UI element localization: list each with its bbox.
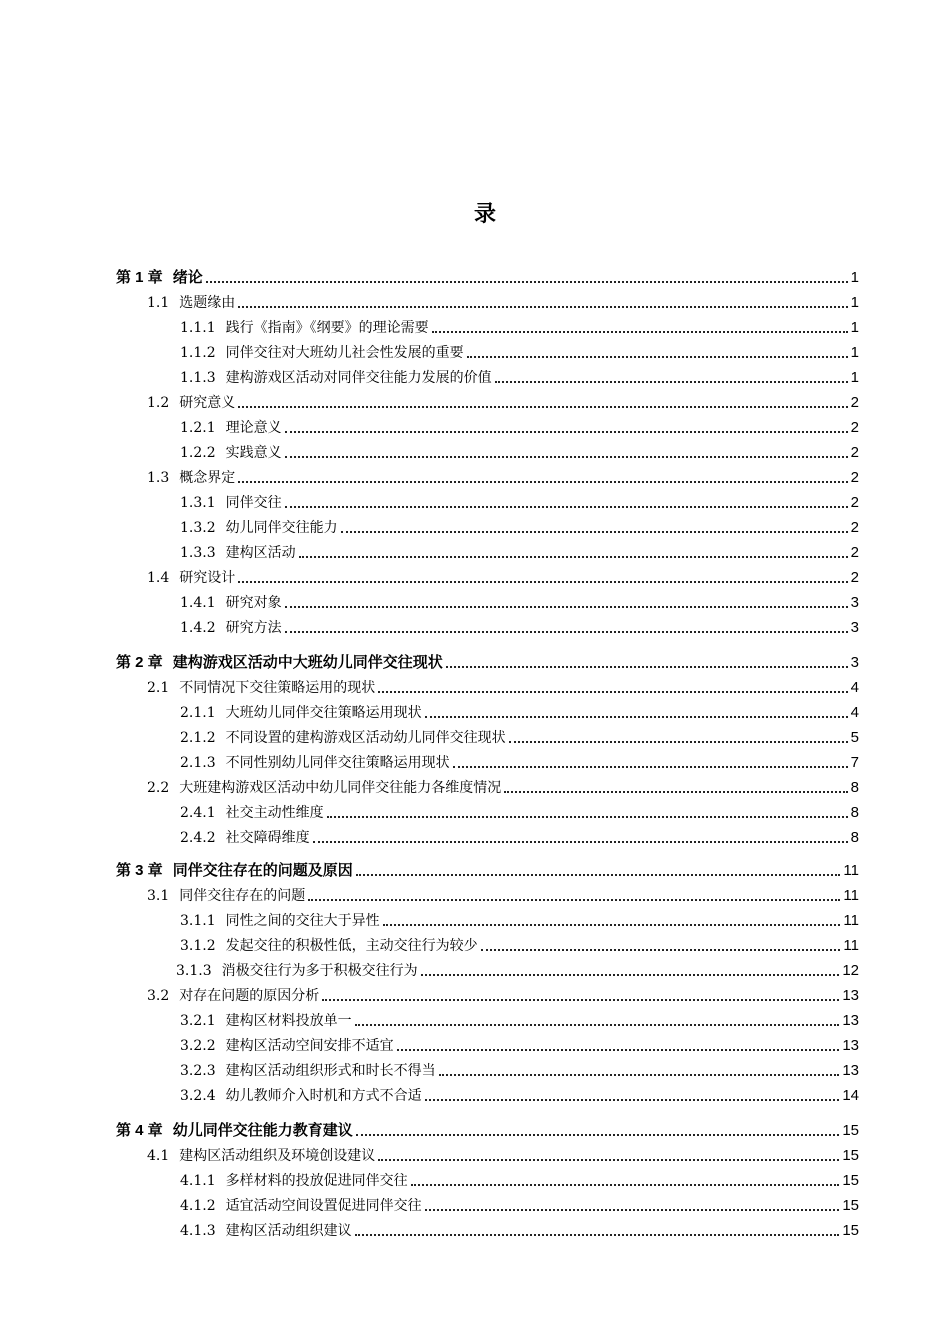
toc-entry-title: 对存在问题的原因分析 bbox=[179, 988, 320, 1004]
toc-section-entry[interactable] bbox=[180, 910, 859, 932]
toc-entry-title: 建构区活动组织及环境创设建议 bbox=[179, 1148, 376, 1164]
toc-page-number: 12 bbox=[842, 962, 859, 979]
toc-page-number: 15 bbox=[842, 1197, 859, 1214]
toc-entry-number: 3.2.1 bbox=[180, 1013, 216, 1029]
toc-section-entry[interactable] bbox=[180, 1085, 859, 1107]
toc-page-number: 15 bbox=[842, 1147, 859, 1164]
toc-page-number: 11 bbox=[843, 912, 859, 929]
dot-leader bbox=[509, 740, 848, 743]
toc-entry-number: 第 2 章 bbox=[116, 654, 163, 671]
toc-entry-title: 研究对象 bbox=[225, 595, 282, 611]
toc-page-number: 13 bbox=[842, 1062, 859, 1079]
dot-leader bbox=[411, 1183, 840, 1186]
toc-entry-number: 3.2.2 bbox=[180, 1038, 216, 1054]
toc-page-number: 2 bbox=[850, 394, 859, 411]
dot-leader bbox=[299, 555, 848, 558]
dot-leader bbox=[378, 690, 847, 693]
toc-section-entry[interactable] bbox=[180, 1010, 859, 1032]
toc-entry-title: 研究意义 bbox=[179, 395, 236, 411]
toc-page-number: 2 bbox=[850, 544, 859, 561]
toc-entry-title: 同性之间的交往大于异性 bbox=[225, 913, 380, 929]
dot-leader bbox=[467, 355, 848, 358]
toc-section-entry[interactable] bbox=[180, 442, 859, 464]
toc-page-number: 15 bbox=[842, 1222, 859, 1239]
toc-page-number: 4 bbox=[850, 679, 859, 696]
toc-page-number: 11 bbox=[843, 937, 859, 954]
toc-section-entry[interactable] bbox=[147, 467, 859, 489]
toc-entry-number: 1.3.2 bbox=[180, 520, 216, 536]
toc-section-entry[interactable] bbox=[180, 617, 859, 639]
dot-leader bbox=[421, 973, 840, 976]
toc-entry-number: 1.3.1 bbox=[180, 495, 216, 511]
toc-entry-number: 1.2.2 bbox=[180, 445, 216, 461]
toc-page-number: 1 bbox=[850, 294, 859, 311]
toc-page-number: 8 bbox=[850, 779, 859, 796]
toc-page-number: 14 bbox=[842, 1087, 859, 1104]
toc-section-entry[interactable] bbox=[147, 292, 859, 314]
toc-section-entry[interactable] bbox=[180, 492, 859, 514]
dot-leader bbox=[378, 1158, 839, 1161]
toc-entry-title: 适宜活动空间设置促进同伴交往 bbox=[225, 1198, 422, 1214]
toc-entry-title: 理论意义 bbox=[225, 420, 282, 436]
dot-leader bbox=[356, 873, 841, 876]
toc-page-number: 1 bbox=[850, 369, 859, 386]
toc-entry-number: 3.2.4 bbox=[180, 1088, 216, 1104]
toc-entry-title: 建构区材料投放单一 bbox=[225, 1013, 352, 1029]
toc-entry-number: 1.2 bbox=[147, 395, 170, 411]
toc-page-number: 2 bbox=[850, 494, 859, 511]
dot-leader bbox=[238, 305, 847, 308]
toc-entry-number: 3.1.1 bbox=[180, 913, 216, 929]
toc-section-entry[interactable] bbox=[180, 1195, 859, 1217]
dot-leader bbox=[432, 330, 848, 333]
toc-entry-title: 建构游戏区活动中大班幼儿同伴交往现状 bbox=[172, 654, 443, 671]
toc-entry-number: 4.1 bbox=[147, 1148, 170, 1164]
toc-page-number: 11 bbox=[843, 887, 859, 904]
toc-entry-number: 3.1.3 bbox=[176, 963, 212, 979]
toc-entry-number: 1.1.2 bbox=[180, 345, 216, 361]
toc-section-entry[interactable] bbox=[180, 802, 859, 824]
toc-section-entry[interactable] bbox=[176, 960, 859, 982]
dot-leader bbox=[439, 1073, 840, 1076]
dot-leader bbox=[238, 480, 847, 483]
dot-leader bbox=[425, 1208, 840, 1211]
toc-entry-number: 1.2.1 bbox=[180, 420, 216, 436]
toc-section-entry[interactable] bbox=[180, 827, 859, 849]
toc-entry-title: 不同性别幼儿同伴交往策略运用现状 bbox=[225, 755, 450, 771]
toc-section-entry[interactable] bbox=[147, 392, 859, 414]
toc-entry-number: 1.1.3 bbox=[180, 370, 216, 386]
toc-section-entry[interactable] bbox=[180, 1035, 859, 1057]
toc-entry-title: 幼儿同伴交往能力 bbox=[225, 520, 338, 536]
dot-leader bbox=[356, 1133, 840, 1136]
toc-entry-title: 幼儿教师介入时机和方式不合适 bbox=[225, 1088, 422, 1104]
toc-entry-number: 1.1 bbox=[147, 295, 170, 311]
dot-leader bbox=[238, 405, 847, 408]
toc-page-number: 13 bbox=[842, 987, 859, 1004]
dot-leader bbox=[341, 530, 848, 533]
toc-entry-number: 第 3 章 bbox=[116, 862, 163, 879]
toc-page-number: 1 bbox=[850, 319, 859, 336]
toc-page-number: 2 bbox=[850, 519, 859, 536]
dot-leader bbox=[397, 1048, 840, 1051]
dot-leader bbox=[285, 605, 848, 608]
toc-section-entry[interactable] bbox=[180, 1220, 859, 1242]
toc-section-entry[interactable] bbox=[180, 1170, 859, 1192]
toc-section-entry[interactable] bbox=[180, 342, 859, 364]
toc-entry-number: 4.1.3 bbox=[180, 1223, 216, 1239]
toc-entry-title: 同伴交往存在的问题及原因 bbox=[172, 862, 353, 879]
toc-page-number: 3 bbox=[850, 594, 859, 611]
toc-page-number: 5 bbox=[850, 729, 859, 746]
toc-page-number: 2 bbox=[850, 419, 859, 436]
dot-leader bbox=[355, 1233, 840, 1236]
toc-entry-number: 1.4.2 bbox=[180, 620, 216, 636]
toc-page-number: 3 bbox=[850, 619, 859, 636]
toc-section-entry[interactable] bbox=[147, 677, 859, 699]
toc-entry-title: 践行《指南》《纲要》的理论需要 bbox=[225, 320, 429, 336]
toc-entry-title: 建构区活动空间安排不适宜 bbox=[225, 1038, 394, 1054]
dot-leader bbox=[285, 630, 848, 633]
dot-leader bbox=[285, 455, 848, 458]
toc-section-entry[interactable] bbox=[180, 367, 859, 389]
toc-entry-title: 社交主动性维度 bbox=[225, 805, 324, 821]
toc-page-number: 11 bbox=[843, 862, 859, 879]
toc-entry-number: 3.2 bbox=[147, 988, 170, 1004]
dot-leader bbox=[425, 1098, 840, 1101]
toc-entry-title: 同伴交往对大班幼儿社会性发展的重要 bbox=[225, 345, 464, 361]
toc-section-entry[interactable] bbox=[180, 702, 859, 724]
dot-leader bbox=[453, 765, 848, 768]
toc-chapter-entry[interactable] bbox=[116, 652, 859, 674]
toc-entry-title: 社交障碍维度 bbox=[225, 830, 310, 846]
dot-leader bbox=[446, 665, 848, 668]
toc-entry-number: 3.2.3 bbox=[180, 1063, 216, 1079]
dot-leader bbox=[383, 923, 841, 926]
toc-entry-number: 3.1 bbox=[147, 888, 170, 904]
dot-leader bbox=[504, 790, 847, 793]
toc-entry-title: 同伴交往 bbox=[225, 495, 282, 511]
toc-page-number: 13 bbox=[842, 1012, 859, 1029]
toc-entry-title: 研究方法 bbox=[225, 620, 282, 636]
dot-leader bbox=[322, 998, 839, 1001]
toc-page-number: 2 bbox=[850, 444, 859, 461]
toc-chapter-entry[interactable] bbox=[116, 267, 859, 289]
dot-leader bbox=[495, 380, 848, 383]
toc-entry-title: 大班幼儿同伴交往策略运用现状 bbox=[225, 705, 422, 721]
toc-entry-title: 建构区活动 bbox=[225, 545, 296, 561]
toc-entry-number: 2.4.1 bbox=[180, 805, 216, 821]
toc-entry-title: 建构区活动组织形式和时长不得当 bbox=[225, 1063, 436, 1079]
dot-leader bbox=[425, 715, 848, 718]
dot-leader bbox=[327, 815, 848, 818]
toc-section-entry[interactable] bbox=[180, 1060, 859, 1082]
toc-entry-number: 4.1.2 bbox=[180, 1198, 216, 1214]
toc-section-entry[interactable] bbox=[180, 727, 859, 749]
toc-entry-title: 大班建构游戏区活动中幼儿同伴交往能力各维度情况 bbox=[179, 780, 502, 796]
toc-entry-title: 研究设计 bbox=[179, 570, 236, 586]
toc-page-number: 1 bbox=[850, 344, 859, 361]
dot-leader bbox=[313, 840, 848, 843]
toc-entry-title: 选题缘由 bbox=[179, 295, 236, 311]
toc-page-number: 13 bbox=[842, 1037, 859, 1054]
toc-entry-number: 3.1.2 bbox=[180, 938, 216, 954]
toc-entry-number: 1.3.3 bbox=[180, 545, 216, 561]
toc-entry-title: 同伴交往存在的问题 bbox=[179, 888, 306, 904]
toc-entry-number: 1.3 bbox=[147, 470, 170, 486]
toc-page-number: 8 bbox=[850, 829, 859, 846]
toc-page-number: 4 bbox=[850, 704, 859, 721]
toc-section-entry[interactable] bbox=[147, 985, 859, 1007]
toc-entry-number: 2.2 bbox=[147, 780, 170, 796]
toc-entry-number: 4.1.1 bbox=[180, 1173, 216, 1189]
toc-section-entry[interactable] bbox=[147, 885, 859, 907]
dot-leader bbox=[308, 898, 840, 901]
dot-leader bbox=[355, 1023, 840, 1026]
toc-entry-title: 建构游戏区活动对同伴交往能力发展的价值 bbox=[225, 370, 492, 386]
dot-leader bbox=[481, 948, 841, 951]
toc-page-number: 2 bbox=[850, 469, 859, 486]
dot-leader bbox=[285, 430, 848, 433]
toc-entry-title: 多样材料的投放促进同伴交往 bbox=[225, 1173, 408, 1189]
toc-entry-number: 1.1.1 bbox=[180, 320, 216, 336]
toc-section-entry[interactable] bbox=[147, 567, 859, 589]
toc-page-number: 1 bbox=[850, 269, 859, 286]
toc-entry-title: 不同设置的建构游戏区活动幼儿同伴交往现状 bbox=[225, 730, 506, 746]
toc-page-number: 15 bbox=[842, 1172, 859, 1189]
toc-section-entry[interactable] bbox=[180, 317, 859, 339]
toc-entry-title: 发起交往的积极性低，主动交往行为较少 bbox=[225, 938, 478, 954]
toc-section-entry[interactable] bbox=[180, 417, 859, 439]
toc-section-entry[interactable] bbox=[147, 777, 859, 799]
toc-page-number: 15 bbox=[842, 1122, 859, 1139]
toc-entry-title: 建构区活动组织建议 bbox=[225, 1223, 352, 1239]
toc-entry-number: 第 4 章 bbox=[116, 1122, 163, 1139]
toc-entry-number: 1.4 bbox=[147, 570, 170, 586]
dot-leader bbox=[206, 280, 848, 283]
toc-entry-title: 不同情况下交往策略运用的现状 bbox=[179, 680, 376, 696]
toc-entry-title: 绪论 bbox=[172, 269, 203, 286]
toc-section-entry[interactable] bbox=[180, 517, 859, 539]
toc-heading: 录 bbox=[473, 202, 496, 227]
toc-entry-title: 实践意义 bbox=[225, 445, 282, 461]
toc-page-number: 3 bbox=[850, 654, 859, 671]
toc-section-entry[interactable] bbox=[180, 935, 859, 957]
toc-chapter-entry[interactable] bbox=[116, 1120, 859, 1142]
toc-section-entry[interactable] bbox=[180, 542, 859, 564]
toc-section-entry[interactable] bbox=[180, 752, 859, 774]
toc-entry-number: 1.4.1 bbox=[180, 595, 216, 611]
toc-page-number: 7 bbox=[850, 754, 859, 771]
toc-entry-number: 2.1 bbox=[147, 680, 170, 696]
toc-page-number: 8 bbox=[850, 804, 859, 821]
toc-page-number: 2 bbox=[850, 569, 859, 586]
dot-leader bbox=[285, 505, 848, 508]
toc-entry-number: 2.1.3 bbox=[180, 755, 216, 771]
toc-entry-title: 消极交往行为多于积极交往行为 bbox=[221, 963, 418, 979]
dot-leader bbox=[238, 580, 847, 583]
toc-entry-number: 2.1.2 bbox=[180, 730, 216, 746]
toc-entry-number: 第 1 章 bbox=[116, 269, 163, 286]
toc-entry-title: 幼儿同伴交往能力教育建议 bbox=[172, 1122, 353, 1139]
toc-entry-title: 概念界定 bbox=[179, 470, 236, 486]
toc-chapter-entry[interactable] bbox=[116, 860, 859, 882]
toc-section-entry[interactable] bbox=[147, 1145, 859, 1167]
toc-entry-number: 2.1.1 bbox=[180, 705, 216, 721]
toc-entry-number: 2.4.2 bbox=[180, 830, 216, 846]
toc-section-entry[interactable] bbox=[180, 592, 859, 614]
